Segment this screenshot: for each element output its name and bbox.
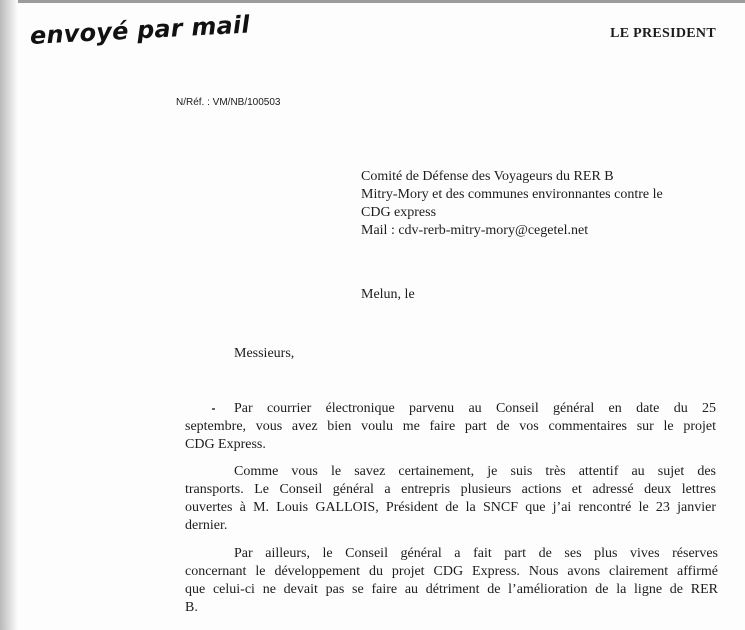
addressee-line: Mitry-Mory et des communes environnantes contre le (361, 187, 663, 202)
paragraph-line: concernant le développement du projet CDG Express. Nous avons clairement affirmé (185, 564, 718, 579)
paragraph-line: septembre, vous avez bien voulu me faire part de vos commentaires sur le projet (185, 419, 716, 434)
sent-by-mail-stamp: envoyé par mail (29, 10, 251, 50)
paragraph-1 (185, 400, 716, 454)
paragraph-line: CDG Express. (185, 437, 266, 452)
reference-number: N/Réf. : VM/NB/100503 (176, 97, 281, 108)
salutation: Messieurs, (234, 346, 295, 361)
paragraph-line: Par courrier électronique parvenu au Conseil général en date du 25 (234, 401, 716, 416)
addressee-email: Mail : cdv-rerb-mitry-mory@cegetel.net (361, 223, 589, 238)
paragraph-line: B. (185, 600, 198, 615)
letterhead-title: LE PRESIDENT (610, 26, 716, 41)
scan-top-edge (0, 0, 745, 3)
paragraph-line: Comme vous le savez certainement, je suis très attentif au sujet des (234, 464, 716, 479)
paragraph-line: Par ailleurs, le Conseil général a fait part de ses plus vives réserves (234, 546, 718, 561)
paragraph-2 (185, 463, 716, 535)
addressee-line: CDG express (361, 205, 437, 220)
addressee-line: Comité de Défense des Voyageurs du RER B (361, 169, 614, 184)
paragraph-3 (185, 545, 718, 617)
addressee-block (361, 168, 663, 240)
paragraph-line: que celui-ci ne devait pas se faire au détriment de l’amélioration de la ligne de RER (185, 582, 718, 597)
scan-left-edge (0, 0, 18, 630)
paragraph-line: dernier. (185, 518, 228, 533)
paragraph-line: transports. Le Conseil général a entrepris plusieurs actions et adressé deux lettres (185, 482, 716, 497)
paragraph-line: ouvertes à M. Louis GALLOIS, Président de la SNCF que j’ai rencontré le 23 janvier (185, 500, 716, 515)
place-date: Melun, le (361, 287, 415, 302)
